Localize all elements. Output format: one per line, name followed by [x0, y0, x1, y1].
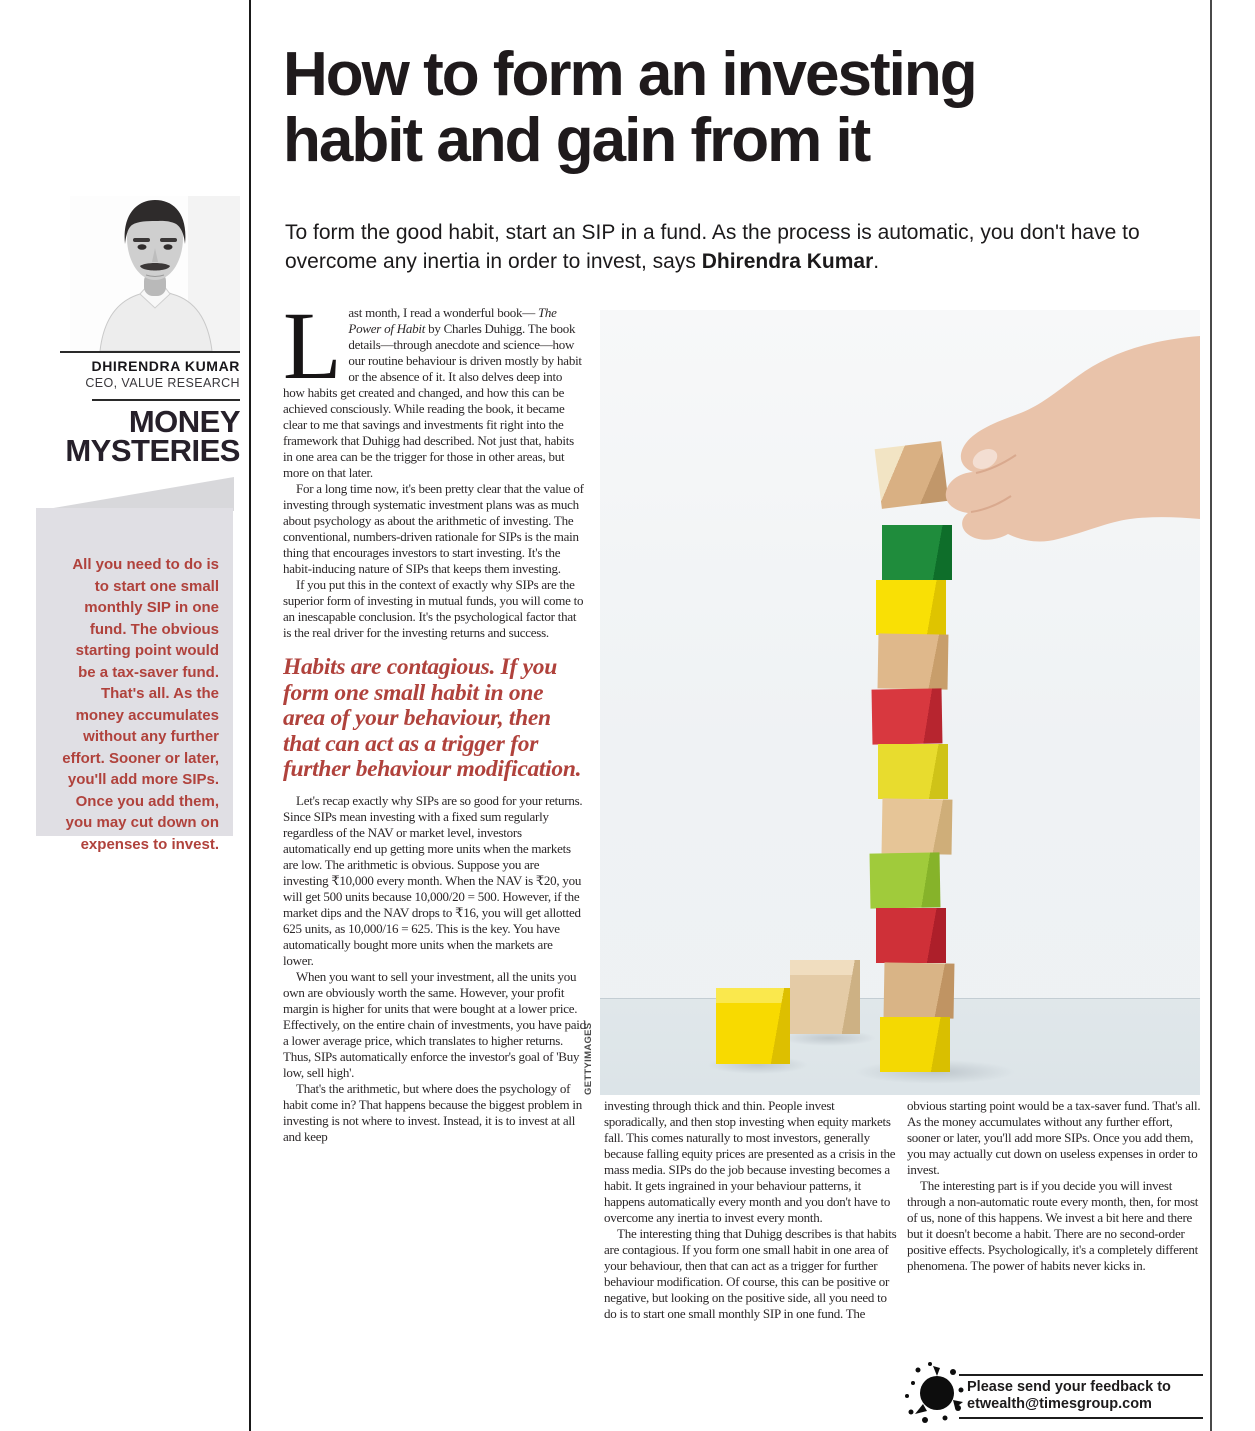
paragraph-text: by Charles Duhigg. The book details—through anecdote and science—how our routine behaviour is driven mostly by habit or the absence of it. It also delves deep into how habits get created and changed, and how this can be achieved consciously. While reading the book, it became clear to me that savings and investments fit right into the framework that Duhigg had described. Not just that, habits in one area can be the trigger for those in other areas, but more on that later.	[283, 321, 582, 480]
standfirst	[285, 218, 1175, 276]
feedback-email: etwealth@timesgroup.com	[967, 1396, 1152, 1412]
article-column-1	[283, 305, 586, 1431]
callout-box: All you need to do is to start one small monthly SIP in one fund. The obvious starting point would be a tax-saver fund. That's all. As the money accumulates without any further effort. Sooner or later, you'll add more SIPs. Once you add them, you may cut down on expenses to invest.	[36, 508, 233, 836]
author-title: CEO, VALUE RESEARCH	[85, 376, 240, 390]
ink-splat-icon	[903, 1356, 973, 1428]
rail-divider	[92, 399, 240, 401]
paragraph: The interesting part is if you decide you will invest through a non-automatic route every month, then, for most of us, none of this happens. We invest a bit here and there but it doesn't become a habit. There are no second-order positive effects. Psychologically, it's a completely different phenomena. The power of habits never kicks in.	[907, 1178, 1199, 1273]
paragraph: For a long time now, it's been pretty clear that the value of investing through systematic investment plans was as much about psychology as about the arithmetic of investing. The conventional, numbers-driven rationale for SIPs is the main thing that encourages investors to start investing. It's the habit-inducing nature of SIPs that keeps them investing.	[283, 481, 584, 576]
stacked-blocks-photo	[600, 310, 1200, 1095]
feedback-line1: Please send your feedback to	[967, 1379, 1171, 1395]
photo-credit: GETTYIMAGES	[583, 1022, 594, 1095]
portrait-underline	[60, 351, 240, 353]
column-title	[10, 404, 240, 469]
author-portrait-illustration	[70, 196, 240, 351]
book-title-italic: The Power of Habit	[348, 305, 557, 336]
article-headline	[283, 42, 1193, 174]
hand-icon	[600, 310, 1200, 1095]
pull-quote: Habits are contagious. If you form one small habit in one area of your behaviour, then that can act as a trigger for further behaviour modification.	[283, 654, 582, 782]
paragraph: When you want to sell your investment, all the units you own are obviously worth the same. However, your profit margin is higher for units that were bought at a lower price. Effectively, on the entire chain of investments, you have paid a lower average price, which translates to higher returns. Thus, SIPs automatically enforce the investor's goal of 'Buy low, sell high'.	[283, 968, 586, 1080]
headline-line2: habit and gain from it	[283, 106, 870, 175]
article-column-2	[604, 1098, 898, 1431]
feedback-text-box	[959, 1374, 1203, 1419]
drop-cap: L	[283, 305, 342, 399]
paragraph: The interesting thing that Duhigg describes is that habits are contagious. If you form one small habit in one area of your behaviour, then that can act as a trigger for further behaviour modification. Of course, this can be positive or negative, but looking on the positive side, all you need to do is to start one small monthly SIP in one fund. The	[604, 1226, 897, 1321]
paragraph: Let's recap exactly why SIPs are so good for your returns. Since SIPs mean investing with a fixed sum regularly regardless of the NAV or market level, investors automatically end up getting more units when the markets are low. The arithmetic is obvious. Suppose you are investing ₹10,000 every month. When the NAV is ₹20, you will get 500 units because 10,000/20 = 500. However, if the market dips and the NAV drops to ₹16, you will get allotted 625 units, as 10,000/16 = 625. This is the key. You have automatically bought more units when the markets are lower.	[283, 792, 583, 968]
column-title-line2: MYSTERIES	[65, 433, 240, 469]
headline-line1: How to form an investing	[283, 40, 976, 109]
column-title-line1: MONEY	[128, 404, 240, 439]
paragraph: obvious starting point would be a tax-saver fund. That's all. As the money accumulates without any further effort, sooner or later, you'll add more SIPs. Once you add them, you may actually cut down on useless expenses in order to invest.	[907, 1098, 1201, 1177]
feedback-note	[903, 1356, 1203, 1428]
standfirst-period: .	[873, 250, 880, 273]
author-photo	[70, 196, 240, 351]
callout-fold-ribbon	[36, 477, 234, 511]
right-column-rule	[1210, 0, 1212, 1431]
paragraph: If you put this in the context of exactly why SIPs are the superior form of investing in mutual funds, you will come to an inescapable conclusion. It's the psychological factor that is the real driver for the investing returns and success.	[283, 577, 584, 640]
left-column-rule	[249, 0, 251, 1431]
paragraph	[283, 305, 586, 481]
paragraph: That's the arithmetic, but where does the psychology of habit come in? That happens because the biggest problem in investing is not where to invest. Instead, it is to invest at all and keep	[283, 1080, 582, 1144]
standfirst-text: To form the good habit, start an SIP in a fund. As the process is automatic, you don't have to overcome any inertia in order to invest, says	[285, 221, 1140, 273]
author-name: DHIRENDRA KUMAR	[91, 358, 240, 374]
paragraph: investing through thick and thin. People invest sporadically, and then stop investing when equity markets fall. This comes naturally to most investors, generally because falling equity prices are presented as a crisis in the mass media. SIPs do the job because investing becomes a habit. It gets ingrained in your behaviour patterns, it happens automatically every month and you don't have to overcome any inertia to invest every month.	[604, 1098, 896, 1225]
paragraph-text: ast month, I read a wonderful book—	[348, 305, 538, 320]
standfirst-author: Dhirendra Kumar	[701, 250, 874, 273]
